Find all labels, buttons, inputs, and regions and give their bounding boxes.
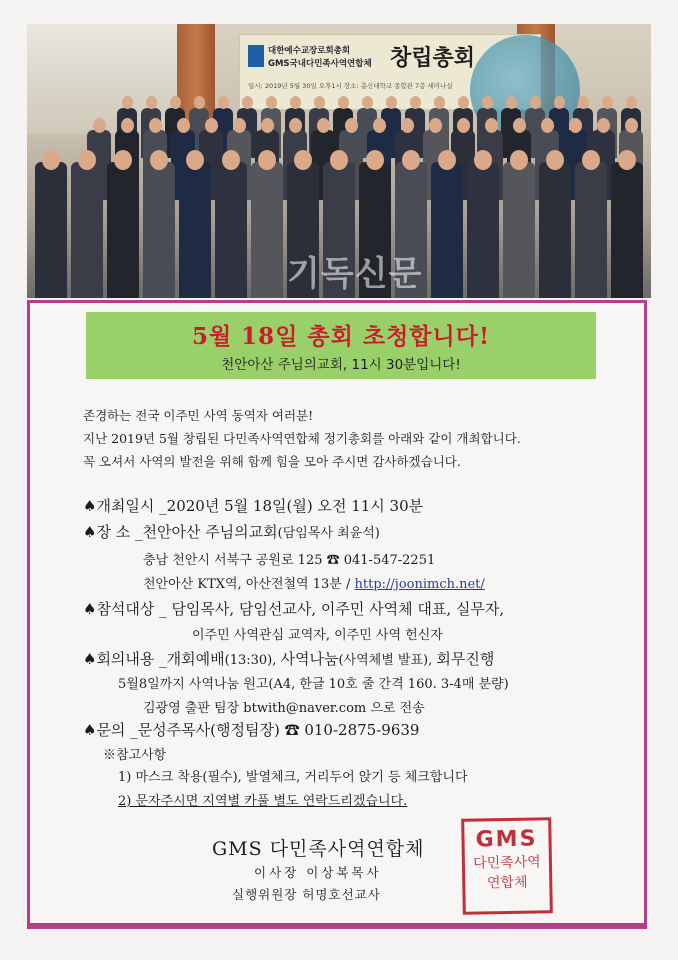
agenda-share-note: (사역체별 발표), xyxy=(338,653,437,668)
photo-person-head xyxy=(626,96,637,109)
website-link[interactable]: http://joonimch.net/ xyxy=(354,577,485,592)
photo-person-head xyxy=(434,96,445,109)
photo-person-head xyxy=(338,96,349,109)
photo-person-head xyxy=(506,96,517,109)
photo-person-head xyxy=(401,118,414,133)
seal-line-1: 다민족사역 xyxy=(473,854,541,872)
photo-person-head xyxy=(42,150,60,170)
photo-person-head xyxy=(582,150,600,170)
photo-person-head xyxy=(314,96,325,109)
photo-person xyxy=(539,162,571,298)
signature-org: GMS 다민족사역연합체 xyxy=(212,838,425,860)
photo-person-head xyxy=(170,96,181,109)
photo-person-head xyxy=(258,150,276,170)
photo-person-head xyxy=(121,118,134,133)
photo-person-head xyxy=(429,118,442,133)
seal-line-2: 연합체 xyxy=(486,874,528,892)
photo-person-head xyxy=(410,96,421,109)
banner-title: 창립총회 xyxy=(390,46,476,71)
photo-person-head xyxy=(290,96,301,109)
subhead: 천안아산 주님의교회, 11시 30분입니다! xyxy=(221,357,461,373)
agenda-note-1: 5월8일까지 사역나눔 원고(A4, 한글 10호 줄 간격 160. 3-4매 분량) xyxy=(118,677,509,692)
photo-person xyxy=(143,162,175,298)
place-name: ♠장 소 _천안아산 주님의교회 xyxy=(83,523,278,541)
photo-person xyxy=(179,162,211,298)
photo-person xyxy=(35,162,67,298)
photo-person-head xyxy=(93,118,106,133)
photo-person xyxy=(503,162,535,298)
photo-person xyxy=(251,162,283,298)
photo-person-head xyxy=(149,118,162,133)
photo-person-head xyxy=(205,118,218,133)
agenda-time: (13:30), xyxy=(224,653,281,668)
photo-person xyxy=(107,162,139,298)
photo-person-head xyxy=(457,118,470,133)
address-line: 충남 천안시 서북구 공원로 125 ☎ 041-547-2251 xyxy=(143,553,436,568)
photo-person-head xyxy=(362,96,373,109)
photo-person-head xyxy=(345,118,358,133)
photo-person-head xyxy=(402,150,420,170)
photo-person-head xyxy=(602,96,613,109)
notice-frame-bottom xyxy=(27,926,647,929)
photo-person-head xyxy=(554,96,565,109)
photo-person-head xyxy=(317,118,330,133)
photo-person-head xyxy=(530,96,541,109)
reference-item-2: 2) 문자주시면 지역별 카풀 별도 연락드리겠습니다. xyxy=(118,794,408,809)
photo-person-head xyxy=(373,118,386,133)
photo-person-head xyxy=(510,150,528,170)
photo-person xyxy=(71,162,103,298)
photo-person-head xyxy=(194,96,205,109)
photo-person-head xyxy=(146,96,157,109)
attendees-line-2: 이주민 사역관심 교역자, 이주민 사역 헌신자 xyxy=(192,628,443,643)
agenda-prefix: ♠회의내용 _개회예배 xyxy=(83,650,225,668)
photo-person-head xyxy=(186,150,204,170)
photo-person xyxy=(467,162,499,298)
signature-chairman: 이사장 이상복목사 xyxy=(254,865,382,880)
photo-person-head xyxy=(485,118,498,133)
station-text: 천안아산 KTX역, 아산전철역 13분 / xyxy=(143,577,355,592)
photo-person-head xyxy=(513,118,526,133)
photo-person-head xyxy=(78,150,96,170)
agenda-share: 사역나눔 xyxy=(280,650,339,668)
banner-logo-icon xyxy=(248,45,264,67)
banner-org1: 대한예수교장로회총회 xyxy=(268,46,351,56)
photo-person-head xyxy=(177,118,190,133)
photo-person-head xyxy=(261,118,274,133)
photo-person-head xyxy=(266,96,277,109)
photo-person-head xyxy=(546,150,564,170)
photo-person-head xyxy=(569,118,582,133)
photo-person-head xyxy=(233,118,246,133)
photo-person xyxy=(215,162,247,298)
contact-line: ♠문의 _문성주목사(행정팀장) ☎ 010-2875-9639 xyxy=(83,721,420,739)
agenda-note-2: 김광영 출판 팀장 btwith@naver.com 으로 전송 xyxy=(143,701,425,716)
photo-watermark: 기독신문 xyxy=(287,254,423,294)
headline: 5월 18일 총회 초청합니다! xyxy=(191,323,491,350)
group-photo xyxy=(27,24,651,298)
photo-person-head xyxy=(386,96,397,109)
agenda-business: 회무진행 xyxy=(436,650,495,668)
place-pastor: (담임목사 최윤석) xyxy=(277,526,380,541)
signature-committee: 실행위원장 허명호선교사 xyxy=(232,887,381,902)
photo-person-head xyxy=(541,118,554,133)
intro-line: 지난 2019년 5월 창립된 다민족사역연합체 정기총회를 아래와 같이 개최합니다. xyxy=(83,431,521,446)
photo-person-head xyxy=(458,96,469,109)
official-seal xyxy=(461,817,553,915)
intro-line: 존경하는 전국 이주민 사역 동역자 여러분! xyxy=(83,408,314,423)
photo-person-head xyxy=(122,96,133,109)
banner-info: 일시: 2019년 5월 30일 오후1시 장소: 총신대학교 종합관 7층 세미나실 xyxy=(248,82,453,90)
photo-person-head xyxy=(222,150,240,170)
photo-person-head xyxy=(438,150,456,170)
photo-person xyxy=(611,162,643,298)
seal-top: GMS xyxy=(475,826,538,853)
photo-person-head xyxy=(597,118,610,133)
intro-line: 꼭 오셔서 사역의 발전을 위해 함께 힘을 모아 주시면 감사하겠습니다. xyxy=(83,454,461,469)
photo-person-head xyxy=(218,96,229,109)
photo-person-head xyxy=(294,150,312,170)
photo-person-head xyxy=(242,96,253,109)
attendees-line: ♠참석대상 _ 담임목사, 담임선교사, 이주민 사역체 대표, 실무자, xyxy=(83,600,505,618)
photo-person-head xyxy=(618,150,636,170)
photo-person-head xyxy=(289,118,302,133)
photo-person-head xyxy=(578,96,589,109)
photo-person xyxy=(431,162,463,298)
photo-person-head xyxy=(474,150,492,170)
photo-person-head xyxy=(482,96,493,109)
reference-item-1: 1) 마스크 착용(필수), 발열체크, 거리두어 앉기 등 체크합니다 xyxy=(118,770,468,785)
photo-person xyxy=(575,162,607,298)
photo-person-head xyxy=(330,150,348,170)
banner-org2: GMS국내다민족사역연합체 xyxy=(268,59,372,69)
reference-title: ※참고사항 xyxy=(103,748,167,763)
agenda-line xyxy=(83,648,494,669)
photo-person-head xyxy=(114,150,132,170)
photo-person-head xyxy=(366,150,384,170)
place-line xyxy=(83,521,380,542)
photo-person-head xyxy=(150,150,168,170)
station-line xyxy=(143,573,485,592)
photo-person-head xyxy=(625,118,638,133)
date-line: ♠개최일시 _2020년 5월 18일(월) 오전 11시 30분 xyxy=(83,497,424,515)
